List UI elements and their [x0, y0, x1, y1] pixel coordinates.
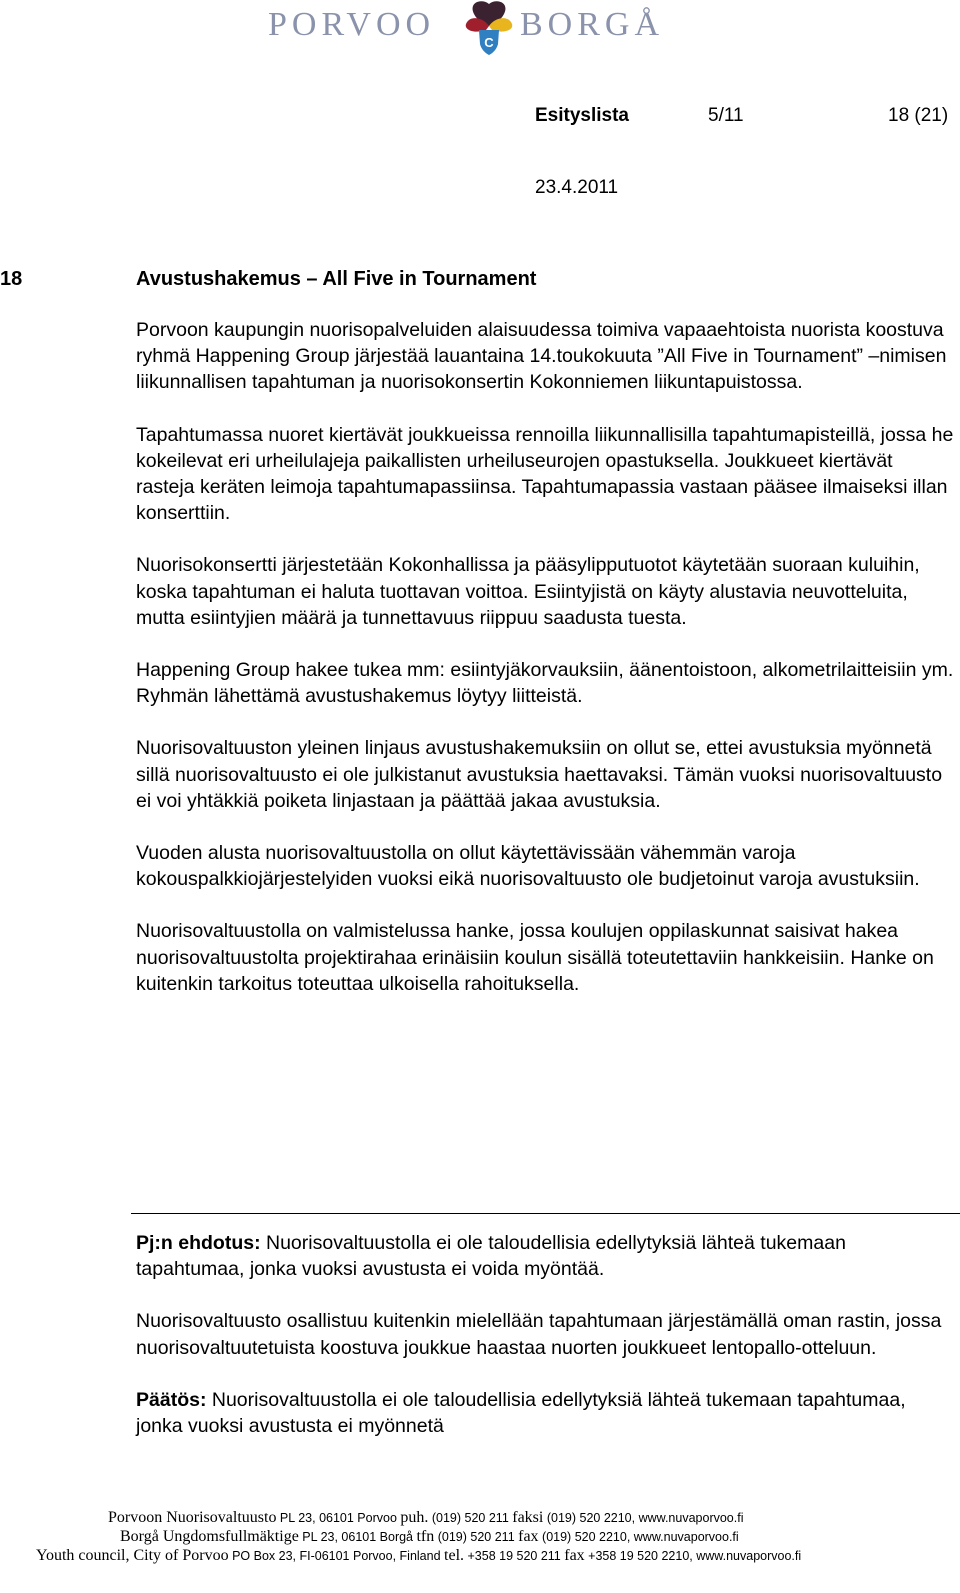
decision-label: Päätös: [136, 1388, 207, 1411]
footer-line-en [36, 1546, 801, 1566]
item-number: 18 [0, 268, 23, 290]
document-date: 23.4.2011 [535, 177, 619, 198]
body-paragraph: Porvoon kaupungin nuorisopalveluiden alaisuudessa toimiva vapaaehtoista nuorista koostuva ryhmä Happening Group järjestää lauantaina 14.toukokuuta ”All Five in Tournament” –nimisen liikunnallisen tapahtuman ja nuorisokonsertin Kokonniemen liikuntapuistossa. [136, 319, 947, 394]
proposal-text: Nuorisovaltuustolla ei ole taloudellisia edellytyksiä lähteä tukemaan tapahtumaa, jonka vuoksi avustusta ei voida myöntää. [136, 1232, 846, 1281]
footer-phone-label: puh. [400, 1509, 429, 1526]
body-paragraph: Nuorisovaltuuston yleinen linjaus avustushakemuksiin on ollut se, ettei avustuksia myönnetä sillä nuorisovaltuusto ei ole julkistanut avustuksia haettavaksi. Tämän vuoksi nuorisovaltuusto ei voi yhtäkkiä poiketa linjastaan ja päättää jakaa avustuksia. [136, 737, 943, 812]
footer-address: PL 23, 06101 Borgå [298, 1530, 417, 1544]
proposal-extra: Nuorisovaltuusto osallistuu kuitenkin mielellään tapahtumaan järjestämällä oman rastin, jossa nuorisovaltuutetuista koostuva joukkue haastaa nuorten joukkueet lentopallo-otteluun. [136, 1310, 942, 1359]
footer-fax-web: +358 19 520 2210, www.nuvaporvoo.fi [584, 1549, 802, 1563]
logo-word-borga: BORGÅ [520, 6, 665, 43]
footer-line-fi [108, 1508, 743, 1528]
body-paragraph: Vuoden alusta nuorisovaltuustolla on ollut käytettävissään vähemmän varoja kokouspalkkiojärjestelyiden vuoksi eikä nuorisovaltuusto ole budjetoinut varoja avustuksiin. [136, 842, 920, 891]
emblem-letter: C [484, 35, 494, 50]
footer-phone: +358 19 520 211 [464, 1549, 565, 1563]
decision-text: Nuorisovaltuustolla ei ole taloudellisia edellytyksiä lähteä tukemaan tapahtumaa, jonka vuoksi avustusta ei myönnetä [136, 1388, 906, 1438]
page-indicator: 5/11 [708, 105, 744, 126]
footer-org: Borgå Ungdomsfullmäktige [120, 1528, 299, 1545]
footer-phone: (019) 520 211 [434, 1530, 519, 1544]
decision [136, 1387, 956, 1439]
footer-phone: (019) 520 211 [428, 1511, 513, 1525]
body-paragraph: Nuorisovaltuustolla on valmistelussa hanke, jossa koulujen oppilaskunnat saisivat hakea nuorisovaltuustolta projektirahaa erinäisiin koulun sisällä toteutettaviin hankkeisiin. Hanke on kuitenkin tarkoitus toteuttaa ulkoisella rahoituksella. [136, 920, 934, 995]
city-emblem-icon [460, 0, 518, 56]
footer-fax-label: faksi [512, 1509, 544, 1526]
body-paragraph: Nuorisokonsertti järjestetään Kokonhallissa ja pääsylipputuotot käytetään suoraan kuluihin, koska tapahtuman ei haluta tuottavan voittoa. Esiintyjistä on käyty alustavia neuvotteluita, mutta esiintyjien määrä ja tunnettavuus riippuu saadusta tuesta. [136, 554, 920, 629]
section-count: 18 (21) [888, 105, 949, 126]
body-paragraph: Happening Group hakee tukea mm: esiintyjäkorvauksiin, äänentoistoon, alkometrilaitteisiin ym. Ryhmän lähettämä avustushakemus löytyy liitteistä. [136, 659, 954, 708]
item-title: Avustushakemus – All Five in Tournament [136, 268, 537, 290]
body-paragraph: Tapahtumassa nuoret kiertävät joukkueissa rennoilla liikunnallisilla tapahtumapisteillä, jossa he kokeilevat eri urheilulajeja paikallisten urheiluseurojen opastuksella. Joukkueet kiertävät rasteja keräten leimoja tapahtumapassiinsa. Tapahtumapassia vastaan pääsee ilmaiseksi illan konserttiin. [136, 423, 954, 525]
footer-address: PO Box 23, FI-06101 Porvoo, Finland [228, 1549, 445, 1563]
footer-fax-web: (019) 520 2210, www.nuvaporvoo.fi [543, 1511, 744, 1525]
proposal-section [136, 1230, 956, 1465]
chair-proposal [136, 1230, 956, 1282]
footer-org: Youth council, City of Porvoo [36, 1547, 229, 1564]
footer-fax-label: fax [518, 1528, 539, 1545]
porvoo-borga-logo [268, 0, 688, 58]
document-type: Esityslista [535, 105, 629, 126]
section-divider [131, 1213, 960, 1214]
item-body [136, 317, 956, 1023]
footer-fax-label: fax [564, 1547, 585, 1564]
footer-phone-label: tel. [444, 1547, 465, 1564]
footer-line-sv [120, 1527, 739, 1547]
proposal-label: Pj:n ehdotus: [136, 1232, 261, 1254]
footer-phone-label: tfn [416, 1528, 435, 1545]
footer-address: PL 23, 06101 Porvoo [276, 1511, 401, 1525]
logo-word-porvoo: PORVOO [268, 6, 436, 43]
footer-org: Porvoon Nuorisovaltuusto [108, 1509, 277, 1526]
footer-fax-web: (019) 520 2210, www.nuvaporvoo.fi [538, 1530, 739, 1544]
